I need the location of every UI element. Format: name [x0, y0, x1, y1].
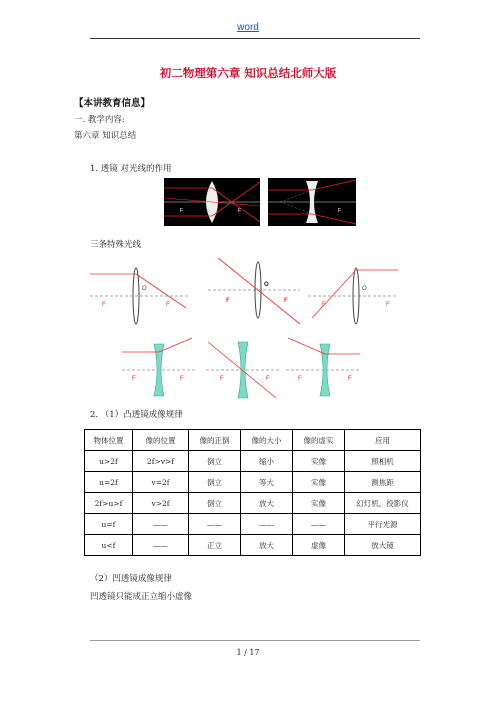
table-cell: 缩小	[241, 451, 293, 472]
footer-divider	[90, 640, 420, 641]
table-cell: 实像	[293, 451, 345, 472]
table-cell: 2f>v>f	[133, 451, 189, 472]
lens-center-label: O	[142, 286, 147, 292]
focal-label: F	[298, 376, 302, 382]
focal-label: F	[180, 208, 184, 214]
table-cell: 照相机	[345, 451, 421, 472]
convex-imaging-table	[84, 429, 421, 556]
table-row	[85, 514, 421, 535]
focal-label: F	[348, 376, 352, 382]
focal-label: F	[226, 298, 230, 304]
table-cell: u<f	[85, 535, 133, 556]
table-cell: ——	[133, 514, 189, 535]
section-heading: 【本讲教育信息】	[74, 98, 151, 109]
point-2: 2. （1）凸透镜成像规律	[90, 410, 183, 420]
table-cell: 测焦距	[345, 472, 421, 493]
table-cell: 平行光源	[345, 514, 421, 535]
table-cell: ——	[133, 535, 189, 556]
table-header-cell: 像的位置	[133, 430, 189, 451]
special-rays-title: 三条特殊光线	[90, 240, 142, 250]
page-number: 1 / 17	[236, 648, 260, 657]
concave-rule-title: （2）凹透镜成像规律	[90, 574, 172, 584]
table-header-cell: 应用	[345, 430, 421, 451]
table-cell: 实像	[293, 472, 345, 493]
chapter-line: 第六章 知识总结	[74, 131, 137, 141]
table-cell: v>2f	[133, 493, 189, 514]
focal-label: F	[102, 302, 106, 308]
table-cell: 2f>u>f	[85, 493, 133, 514]
focal-label: F	[284, 298, 288, 304]
focal-label: F	[238, 208, 242, 214]
table-header-cell: 像的正倒	[189, 430, 241, 451]
table-cell: ——	[293, 514, 345, 535]
table-cell: 放大	[241, 493, 293, 514]
table-cell: u>2f	[85, 451, 133, 472]
table-header-cell: 物体位置	[85, 430, 133, 451]
point-1: 1. 透镜 对光线的作用	[90, 164, 172, 174]
focal-label: F	[322, 302, 326, 308]
table-row	[85, 472, 421, 493]
table-cell: ——	[189, 514, 241, 535]
table-cell: 实像	[293, 493, 345, 514]
lens-center-label: O	[264, 282, 269, 288]
table-header-cell: 像的大小	[241, 430, 293, 451]
table-header-row	[85, 430, 421, 451]
table-header-cell: 像的虚实	[293, 430, 345, 451]
table-cell: 放大镜	[345, 535, 421, 556]
table-cell: v=2f	[133, 472, 189, 493]
lens-center-label: O	[362, 286, 367, 292]
focal-label: F	[132, 376, 136, 382]
focal-label: F	[220, 376, 224, 382]
concave-special-rays	[120, 332, 360, 400]
table-row	[85, 493, 421, 514]
table-cell: 正立	[189, 535, 241, 556]
page-title: 初二物理第六章 知识总结北师大版	[159, 66, 337, 80]
table-row	[85, 451, 421, 472]
table-cell: 等大	[241, 472, 293, 493]
table-cell: 倒立	[189, 472, 241, 493]
header-divider	[90, 38, 420, 39]
table-cell: 虚像	[293, 535, 345, 556]
table-cell: 倒立	[189, 493, 241, 514]
table-cell: 幻灯机，投影仪	[345, 493, 421, 514]
focal-label: F	[180, 376, 184, 382]
table-cell: 放大	[241, 535, 293, 556]
table-cell: 倒立	[189, 451, 241, 472]
teaching-content: 一. 教学内容:	[74, 115, 125, 125]
concave-lens-figure	[268, 178, 356, 226]
focal-label: F	[266, 376, 270, 382]
header-word-link[interactable]: word	[237, 22, 259, 33]
concave-rule-text: 凹透镜只能成正立缩小虚像	[90, 592, 193, 602]
table-cell: ——	[241, 514, 293, 535]
convex-lens-figure	[164, 178, 260, 226]
convex-special-rays	[86, 256, 398, 328]
table-cell: u=f	[85, 514, 133, 535]
focal-label: F	[166, 302, 170, 308]
focal-label: F	[338, 208, 342, 214]
table-cell: u=2f	[85, 472, 133, 493]
focal-label: F	[386, 302, 390, 308]
table-row	[85, 535, 421, 556]
